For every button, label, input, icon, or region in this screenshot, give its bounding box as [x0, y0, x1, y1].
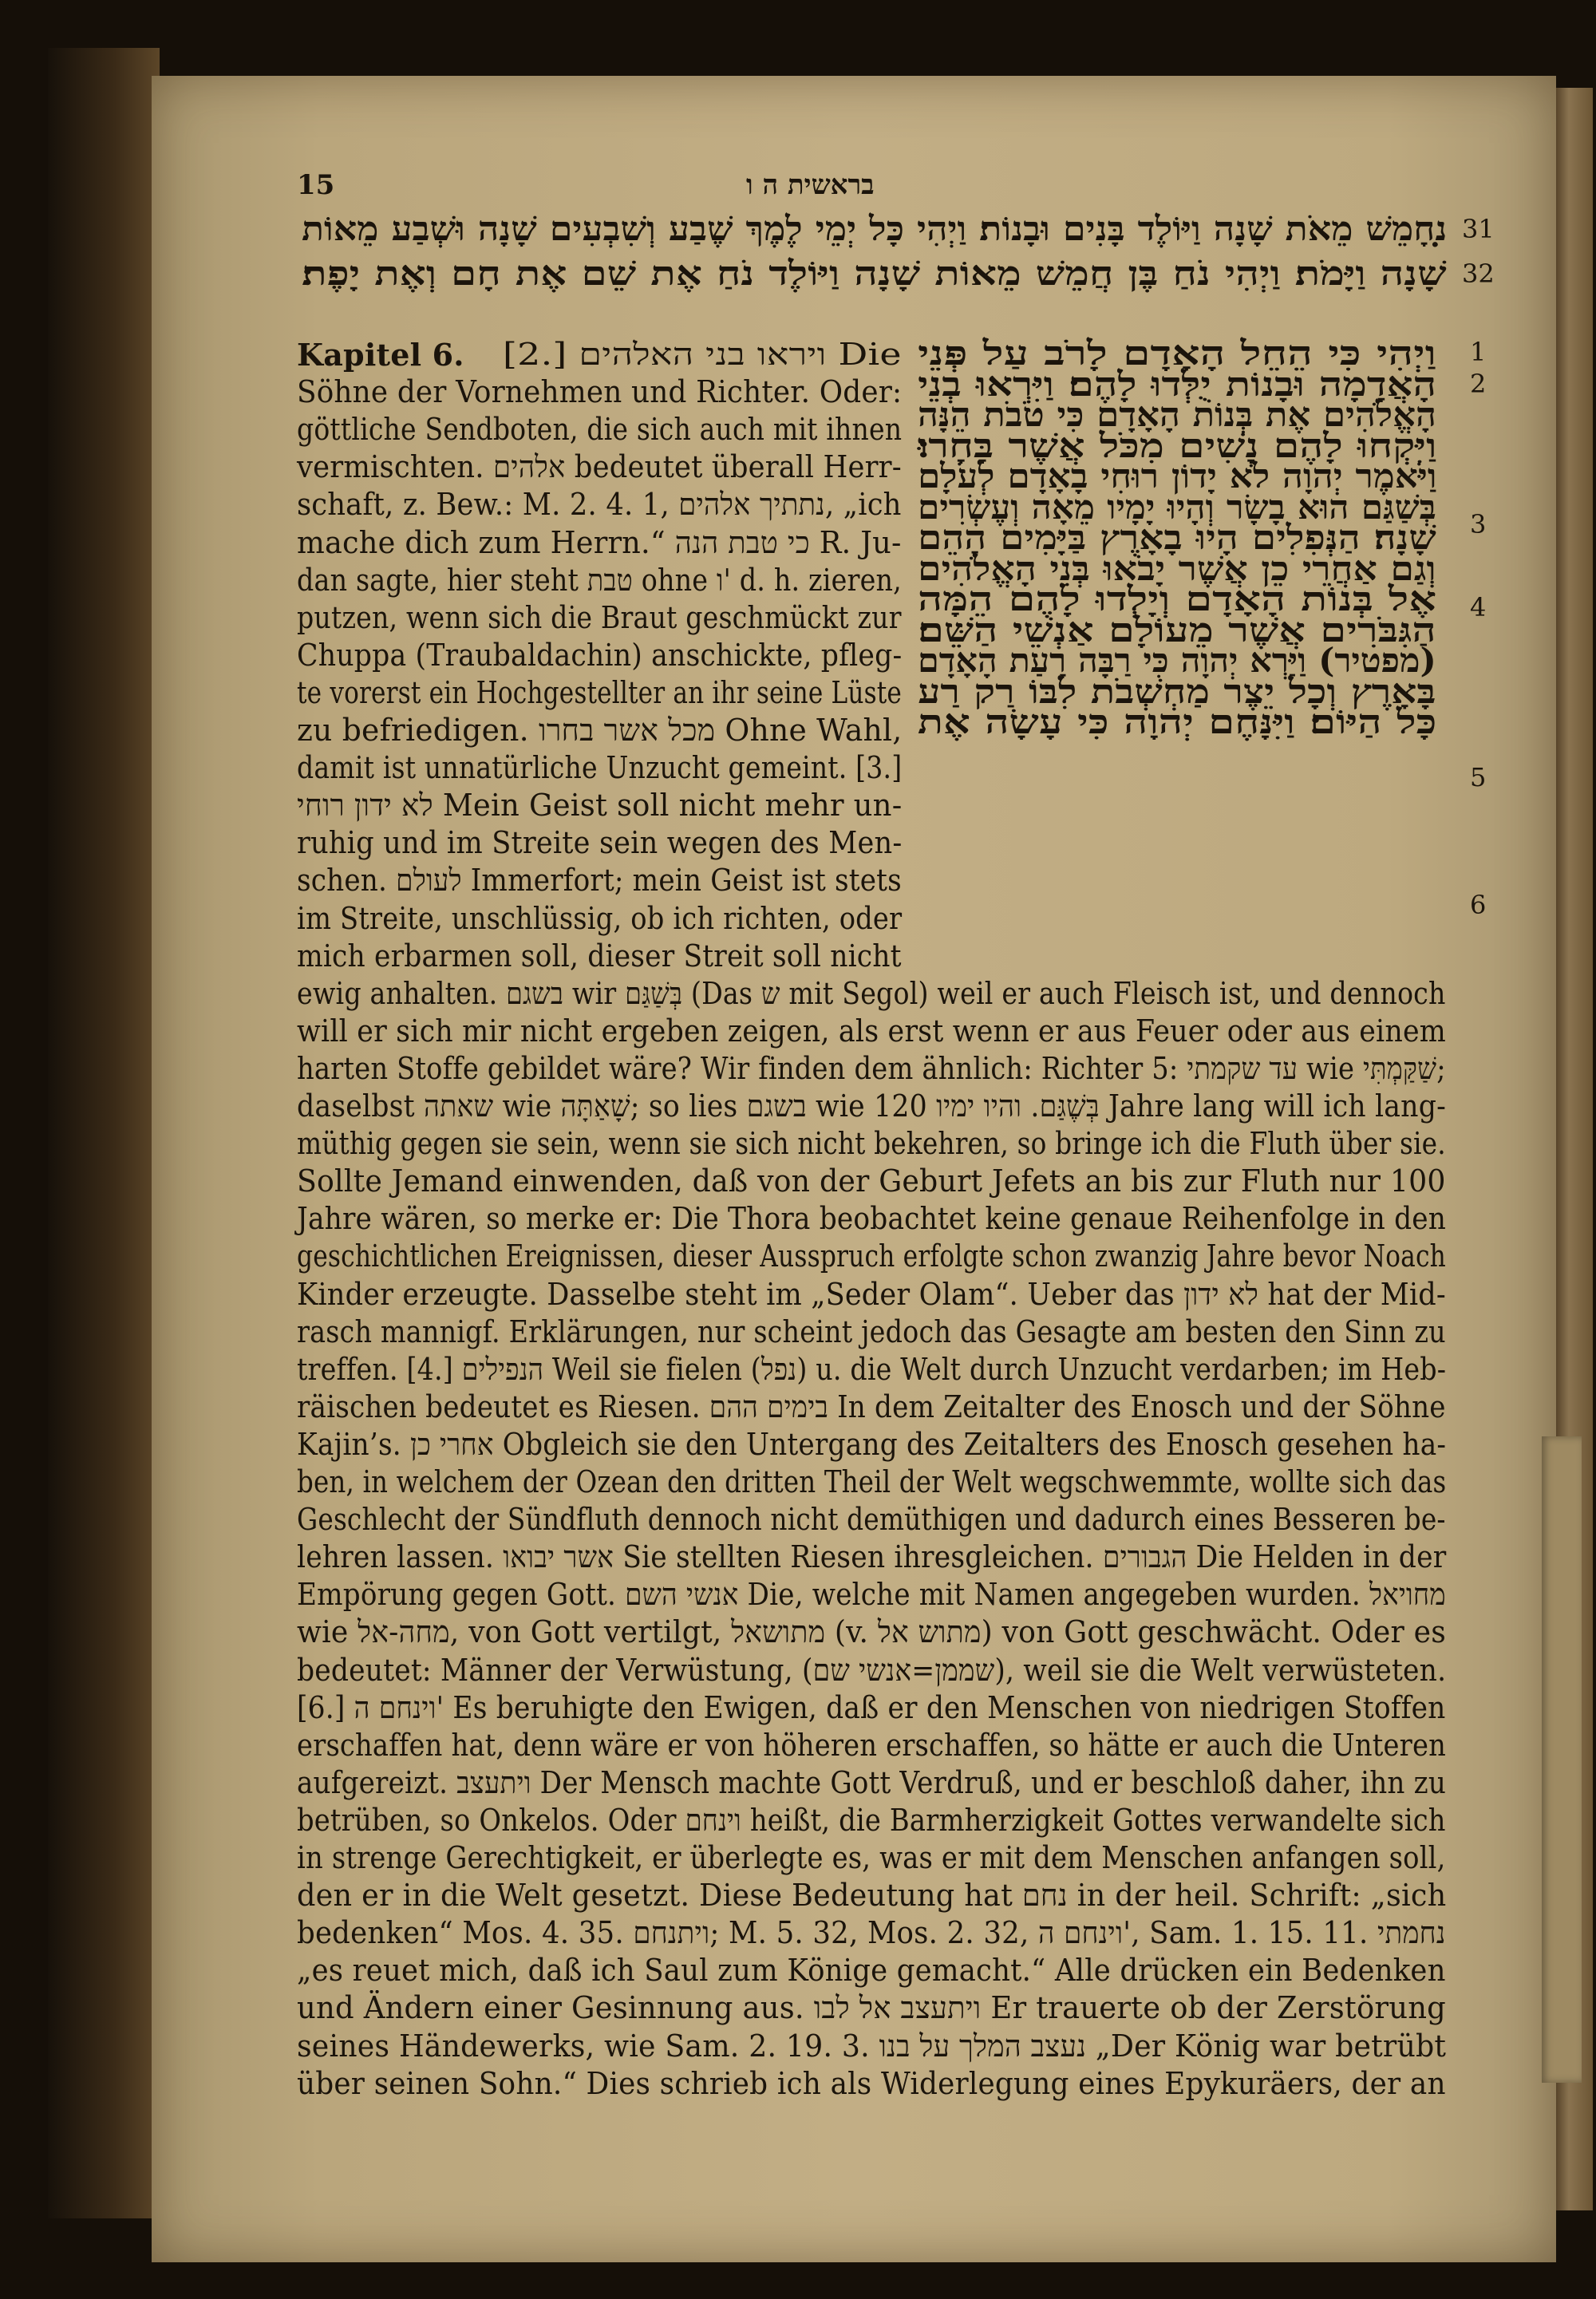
verse-number: 31 [1462, 214, 1495, 244]
hebrew-verse-line: וַיִּקְחוּ לָהֶם נָשִׁים מִכֹּל אֲשֶׁר בָּחָרוּ׃ [917, 425, 1437, 465]
book-spine [48, 48, 160, 2218]
commentary-line: te vorerst ein Hochgestellter an ihr seine Lüste [297, 674, 903, 710]
commentary-line: den er in die Welt gesetzt. Diese Bedeutung hat נחם in der heil. Schrift: „sich [297, 1878, 1447, 1914]
commentary-line: zu befriedigen. מכל אשר בחרו Ohne Wahl, [297, 713, 903, 748]
commentary-line: geschichtlichen Ereignissen, dieser Ausspruch erfolgte schon zwanzig Jahre bevor Noach [297, 1238, 1446, 1274]
hebrew-verse-line: בָּאָרֶץ וְכָל יֵצֶר מַחְשְׁבֹת לִבּוֹ רַק רַע [918, 671, 1436, 711]
verse-number: 1 [1470, 337, 1487, 367]
commentary-line: damit ist unnatürliche Unzucht gemeint. [3.] [297, 750, 903, 786]
verse-number: 4 [1470, 592, 1487, 622]
commentary-line: [2.] ויראו בני האלהים Die [503, 337, 902, 372]
page-tab [1542, 1436, 1582, 2083]
commentary-line: lehren lassen. אשר יבואו Sie stellten Riesen ihresgleichen. הגבורים Die Helden in der [297, 1539, 1447, 1575]
commentary-line: räischen bedeutet es Riesen. בימים ההם In dem Zeitalter des Enosch und der Söhne [297, 1388, 1446, 1424]
verse-number: 6 [1470, 890, 1487, 920]
commentary-line: לא ידון רוחי Mein Geist soll nicht mehr un- [297, 788, 903, 824]
running-title: בראשית ה ו [746, 169, 875, 201]
commentary-line: dan sagte, hier steht טבת ohne ו' d. h. zieren, [297, 562, 902, 598]
commentary-line: Jahre wären, so merke er: Die Thora beobachtet keine genaue Reihenfolge in den [297, 1201, 1447, 1237]
hebrew-verse-line: וְגַם אַחֲרֵי כֵן אֲשֶׁר יָבֹאוּ בְּנֵי הָאֱלֹהִים [918, 548, 1436, 588]
page-number: 15 [297, 169, 335, 201]
commentary-line: daselbst שאתה wie שָׁאַתָּה; so lies בשגם wie בְּשֶׁגַּם. והיו ימיו 120 Jahre lang will ich lang- [297, 1088, 1446, 1124]
commentary-line: im Streite, unschlüssig, ob ich richten, oder [297, 900, 903, 936]
hebrew-verse-line: וַיֹּאמֶר יְהוָה לֹא יָדוֹן רוּחִי בָאָדָם לְעֹלָם [917, 456, 1437, 496]
commentary-line: ben, in welchem der Ozean den dritten Theil der Welt wegschwemmte, wollte sich das [297, 1464, 1447, 1499]
commentary-line: schaft, z. Bew.: M. 2. 4. 1, נתתיך אלהים, „ich [297, 487, 902, 523]
hebrew-verse-line: הַגִּבֹּרִים אֲשֶׁר מֵעוֹלָם אַנְשֵׁי הַשֵּׁם׃ [918, 610, 1436, 650]
commentary-line: will er sich mir nicht ergeben zeigen, als erst wenn er aus Feuer oder aus einem [297, 1013, 1447, 1049]
commentary-line: göttliche Sendboten, die sich auch mit ihnen [297, 412, 903, 448]
commentary-line: vermischten. אלהים bedeutet überall Herr- [297, 449, 902, 485]
commentary-line: „es reuet mich, daß ich Saul zum Könige gemacht.“ Alle drücken ein Bedenken [297, 1953, 1446, 1989]
commentary-line: harten Stoffe gebildet wäre? Wir finden dem ähnlich: Richter 5: עד שקמתי wie שַׁקַּמְתִּי; [297, 1050, 1446, 1086]
commentary-line: treffen. [4.] הנפילים Weil sie fielen (נפל) u. die Welt durch Unzucht verdarben; im Heb- [297, 1351, 1447, 1387]
commentary-line: bedeutet: Männer der Verwüstung, (שממן=אנשי שם), weil sie die Welt verwüsteten. [297, 1652, 1447, 1688]
commentary-line: [6.] וינחם ה' Es beruhigte den Ewigen, daß er den Menschen von niedrigen Stoffen [297, 1689, 1446, 1725]
commentary-line: schen. לעולם Immerfort; mein Geist ist stets [297, 863, 902, 899]
hebrew-verse-line: שָׁנָה׃ הַנְּפִלִים הָיוּ בָאָרֶץ בַּיָּמִים הָהֵם [918, 518, 1436, 557]
verse-number: 3 [1470, 509, 1487, 539]
commentary-line: Empörung gegen Gott. אנשי השם Die, welche mit Namen angegeben wurden. מחויאל [297, 1577, 1446, 1613]
commentary-line: ewig anhalten. בשגם wir בְּשַׁגַּם (Das ש mit Segol) weil er auch Fleisch ist, und dennoch [297, 975, 1446, 1011]
verse-number: 32 [1462, 259, 1495, 289]
hebrew-verse-line: שָׁנָה וַיָּמֹת׃ וַיְהִי נֹחַ בֶּן חֲמֵשׁ מֵאוֹת שָׁנָה וַיּוֹלֶד נֹחַ אֶת שֵׁם אֶת חָם וְאֶת יָפֶת׃ [302, 254, 1447, 293]
verse-number: 2 [1470, 369, 1487, 399]
commentary-line: Söhne der Vornehmen und Richter. Oder: [297, 374, 903, 410]
hebrew-verse-line: הָאֱלֹהִים אֶת בְּנוֹת הָאָדָם כִּי טֹבֹת הֵנָּה [917, 395, 1437, 434]
verse-number: 5 [1470, 762, 1487, 792]
commentary-line: bedenken“ Mos. 4. 35. ויתנחם; M. 5. 32, Mos. 2. 32, וינחם ה', Sam. 1. 15. 11. נחמתי [297, 1915, 1446, 1951]
commentary-line: ruhig und im Streite sein wegen des Men- [297, 825, 903, 861]
commentary-line: wie מחה-אל, von Gott vertilgt, מתושאל (v. מתוש אל) von Gott geschwächt. Oder es [297, 1614, 1446, 1650]
commentary-line: mich erbarmen soll, dieser Streit soll nicht [297, 938, 902, 974]
commentary-line: mache dich zum Herrn.“ כי טבת הנה R. Ju- [297, 524, 902, 560]
hebrew-verse-line: (מפטיר) וַיַּרְא יְהוָה כִּי רַבָּה רָעַת הָאָדָם [918, 641, 1436, 680]
commentary-line: über seinen Sohn.“ Dies schrieb ich als Widerlegung eines Epykuräers, der an [297, 2065, 1446, 2101]
commentary-line: aufgereizt. ויתעצב Der Mensch machte Gott Verdruß, und er beschloß daher, ihn zu [297, 1764, 1447, 1800]
chapter-heading: Kapitel 6. [297, 337, 464, 373]
commentary-line: seines Händewerks, wie Sam. 2. 19. 3. נעצב המלך על בנו „Der König war betrübt [297, 2028, 1447, 2064]
hebrew-verse-line: נ̣חָמֵשׁ מֵאֹת שָׁנָה וַיּוֹלֶד בָּנִים וּבָנוֹת׃ וַיְהִי כָּל יְמֵי לֶמֶךְ שֶׁבַע וְשִׁבְעִים שָׁנָה וּשְׁבַע מֵאוֹת [301, 209, 1448, 248]
commentary-line: putzen, wenn sich die Braut geschmückt zur [297, 599, 902, 635]
commentary-line: müthig gegen sie sein, wenn sie sich nicht bekehren, so bringe ich die Fluth über sie. [297, 1126, 1446, 1162]
hebrew-verse-line: כָּל הַיּוֹם׃ וַיִּנָּחֶם יְהוָה כִּי עָשָׂה אֶת [917, 702, 1437, 741]
commentary-line: erschaffen hat, denn wäre er von höheren erschaffen, so hätte er auch die Unteren [297, 1727, 1447, 1763]
commentary-line: Kajin’s. אחרי כן Obgleich sie den Untergang des Zeitalters des Enosch gesehen ha- [297, 1426, 1447, 1462]
commentary-line: Kinder erzeugte. Dasselbe steht im „Seder Olam“. Ueber das לא ידון hat der Mid- [297, 1276, 1446, 1312]
hebrew-verse-line: הָאֲדָמָה וּבָנוֹת יֻלְּדוּ לָהֶם׃ וַיִּרְאוּ בְנֵי [917, 364, 1437, 404]
hebrew-verse-line: וַיְהִי כִּי הֵחֵל הָאָדָם לָרֹב עַל פְּנֵי [918, 334, 1436, 373]
commentary-line: und Ändern einer Gesinnung aus. ויתעצב אל לבו Er trauerte ob der Zerstörung [297, 1990, 1446, 2026]
commentary-line: betrüben, so Onkelos. Oder וינחם heißt, die Barmherzigkeit Gottes verwandelte sich [297, 1802, 1446, 1838]
commentary-line: rasch mannigf. Erklärungen, nur scheint jedoch das Gesagte am besten den Sinn zu [297, 1313, 1446, 1349]
hebrew-verse-line: בְּשַׁגַּם הוּא בָשָׂר וְהָיוּ יָמָיו מֵאָה וְעֶשְׂרִים [918, 487, 1436, 527]
commentary-line: Chuppa (Traubaldachin) anschickte, pfleg- [297, 637, 903, 673]
hebrew-verse-line: אֶל בְּנוֹת הָאָדָם וְיָלְדוּ לָהֶם הֵמָּה [917, 579, 1437, 618]
commentary-line: in strenge Gerechtigkeit, er überlegte es, was er mit dem Menschen anfangen soll, [297, 1840, 1446, 1875]
commentary-line: Sollte Jemand einwenden, daß von der Geburt Jefets an bis zur Fluth nur 100 [297, 1163, 1446, 1199]
commentary-line: Geschlecht der Sündfluth dennoch nicht demüthigen und dadurch eines Besseren be- [297, 1502, 1446, 1538]
